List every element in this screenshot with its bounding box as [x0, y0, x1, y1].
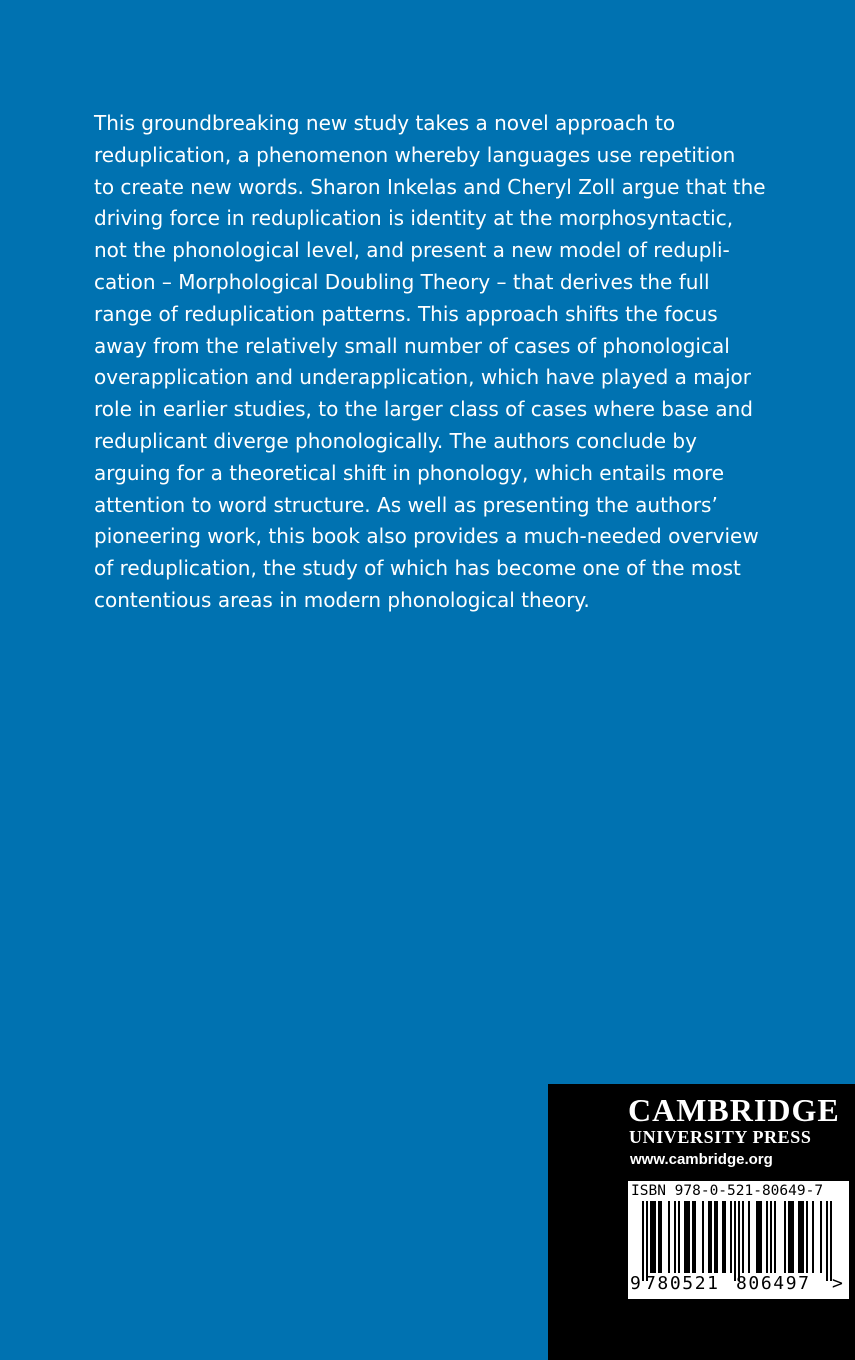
barcode-bar	[792, 1201, 794, 1273]
barcode-bar	[692, 1201, 694, 1273]
barcode-bar	[760, 1201, 762, 1273]
ean-right-digits: 806497	[736, 1273, 811, 1294]
barcode-bar	[788, 1201, 790, 1273]
barcode-bar	[770, 1201, 772, 1273]
barcode-bar	[784, 1201, 786, 1273]
barcode-bar	[674, 1201, 676, 1273]
blurb-line: driving force in reduplication is identity at the morphosyntactic,	[94, 206, 734, 231]
blurb-line: to create new words. Sharon Inkelas and Cheryl Zoll argue that the	[94, 174, 766, 199]
publisher-subtitle: UNIVERSITY PRESS	[629, 1127, 812, 1147]
barcode-bar	[774, 1201, 776, 1273]
barcode	[628, 1181, 849, 1299]
barcode-bar	[798, 1201, 800, 1273]
barcode-bar	[722, 1201, 724, 1273]
blurb-line: overapplication and underapplication, which have played a major	[94, 365, 751, 390]
barcode-bar	[684, 1201, 686, 1273]
blurb-line: This groundbreaking new study takes a novel approach to	[94, 111, 676, 135]
barcode-guard-bar	[738, 1201, 740, 1281]
ean-first-digit: 9	[630, 1273, 641, 1294]
blurb-line: not the phonological level, and present a new model of redupli-	[94, 238, 730, 263]
barcode-guard-bar	[830, 1201, 832, 1281]
blurb-line: pioneering work, this book also provides a much-needed overview	[94, 524, 759, 549]
barcode-guard-bar	[646, 1201, 648, 1281]
blurb-line: away from the relatively small number of cases of phonological	[94, 333, 730, 358]
blurb-line: of reduplication, the study of which has become one of the most	[94, 556, 741, 581]
blurb-line: reduplicant diverge phonologically. The authors conclude by	[94, 428, 697, 453]
publisher-name: CAMBRIDGE	[628, 1092, 840, 1128]
barcode-bar	[802, 1201, 804, 1273]
barcode-bar	[660, 1201, 662, 1273]
blurb-line: attention to word structure. As well as presenting the authors’	[94, 492, 718, 517]
barcode-bar	[714, 1201, 716, 1273]
barcode-bar	[742, 1201, 744, 1273]
barcode-bar	[806, 1201, 808, 1273]
barcode-bar	[652, 1201, 654, 1273]
blurb-line: cation – Morphological Doubling Theory – that derives the full	[94, 269, 710, 294]
barcode-bar	[694, 1201, 696, 1273]
barcode-bar	[702, 1201, 704, 1273]
blurb-line: reduplication, a phenomenon whereby languages use repetition	[94, 142, 736, 167]
blurb-line: contentious areas in modern phonological theory.	[94, 587, 590, 612]
barcode-bar	[748, 1201, 750, 1273]
barcode-bar	[688, 1201, 690, 1273]
barcode-bar	[654, 1201, 656, 1273]
blurb-line: arguing for a theoretical shift in phonology, which entails more	[94, 460, 725, 485]
ean-left-digits: 780521	[645, 1273, 720, 1294]
blurb-line: role in earlier studies, to the larger class of cases where base and	[94, 397, 753, 422]
barcode-bar	[766, 1201, 768, 1273]
barcode-guard-bar	[642, 1201, 644, 1281]
barcode-bar	[716, 1201, 718, 1273]
barcode-bar	[668, 1201, 670, 1273]
barcode-bar	[790, 1201, 792, 1273]
barcode-bar	[710, 1201, 712, 1273]
barcode-bar	[658, 1201, 660, 1273]
barcode-bar	[758, 1201, 760, 1273]
blurb-line: range of reduplication patterns. This approach shifts the focus	[94, 301, 718, 326]
barcode-bar	[678, 1201, 680, 1273]
barcode-guard-bar	[734, 1201, 736, 1281]
barcode-bar	[686, 1201, 688, 1273]
barcode-guard-bar	[826, 1201, 828, 1281]
barcode-bar	[820, 1201, 822, 1273]
isbn-label: ISBN 978-0-521-80649-7	[631, 1183, 824, 1199]
barcode-bar	[650, 1201, 652, 1273]
ean-quiet-zone-marker: >	[832, 1273, 843, 1294]
barcode-bar	[708, 1201, 710, 1273]
barcode-bar	[730, 1201, 732, 1273]
blurb-text	[94, 108, 794, 617]
barcode-bar	[812, 1201, 814, 1273]
publisher-website: www.cambridge.org	[630, 1151, 773, 1168]
barcode-bar	[756, 1201, 758, 1273]
publisher-panel	[548, 1084, 855, 1360]
barcode-bar	[800, 1201, 802, 1273]
barcode-bar	[724, 1201, 726, 1273]
